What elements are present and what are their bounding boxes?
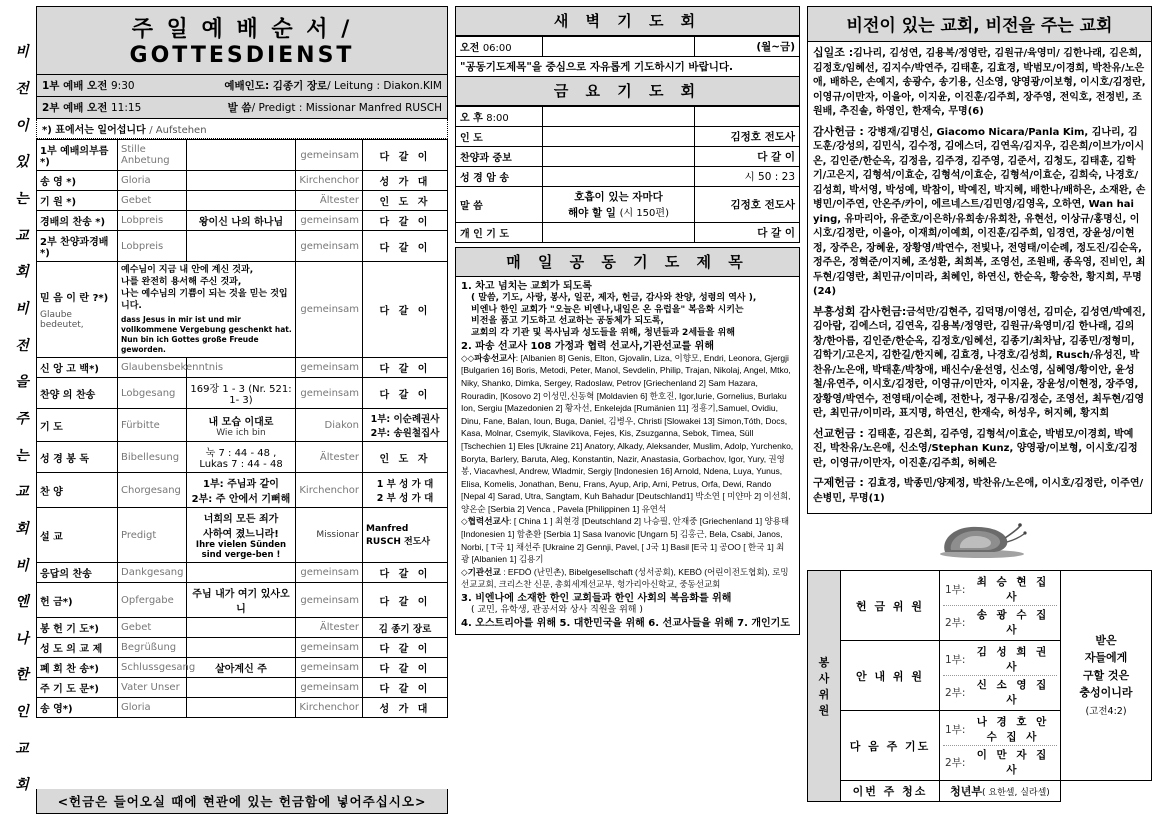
order-item-detail bbox=[187, 171, 296, 191]
order-item-name: 찬 양 bbox=[37, 473, 118, 508]
order-item-name: 성 도 의 교 제 bbox=[37, 638, 118, 658]
order-item-german: Gebet bbox=[118, 618, 187, 638]
duty-row bbox=[808, 571, 1152, 641]
worship-order-row bbox=[37, 678, 448, 698]
vertical-slogan-char: 한 bbox=[15, 667, 29, 684]
order-item-role: gemeinsam bbox=[296, 378, 363, 409]
dawn-mid-cell bbox=[543, 37, 695, 57]
order-item-name: 1부 예배의부름*) bbox=[37, 140, 118, 171]
friday-item-label: 성 경 암 송 bbox=[456, 167, 543, 187]
order-item-german: Lobpreis bbox=[118, 231, 187, 262]
vertical-slogan-char: 는 bbox=[15, 447, 29, 464]
vertical-slogan-char: 회 bbox=[15, 520, 29, 537]
worship-order-row bbox=[37, 473, 448, 508]
duty-role-name: 헌 금 위 원 bbox=[841, 571, 940, 641]
order-item-role: Ältester bbox=[296, 442, 363, 473]
duty-assignees: 1부: 최 승 현 집 사 2부: 송 광 수 집 사 bbox=[940, 571, 1061, 641]
order-item-detail: 너희의 모든 죄가 사하여 졌느니라! Ihre vielen Sünden sind verge-ben ! bbox=[187, 508, 296, 563]
order-item-detail bbox=[187, 618, 296, 638]
prayer-item-3-sub: ( 교민, 유학생, 관공서와 상사 직원을 위해 ) bbox=[471, 605, 643, 616]
order-item-role: gemeinsam bbox=[296, 658, 363, 678]
order-item-german: Lobgesang bbox=[118, 378, 187, 409]
duty-row bbox=[808, 781, 1152, 802]
offering-lists bbox=[807, 42, 1152, 514]
worship-order-row bbox=[37, 409, 448, 442]
prayer-line: 비엔나 한인 교회가 "오늘은 비엔나,내일은 온 유럽을" 복음화 시키는 bbox=[471, 304, 744, 315]
service-1-label: 1부 예배 오전 9:30 bbox=[42, 80, 135, 92]
order-item-name: 헌 금*) bbox=[37, 583, 118, 618]
prayer-item-3-head: 3. 비엔나에 소재한 한인 교회들과 한인 사회의 복음화를 위해 bbox=[461, 593, 732, 605]
order-item-detail: 169장 1 - 3 (Nr. 521: 1- 3) bbox=[187, 378, 296, 409]
friday-prayer-table bbox=[455, 106, 800, 243]
worship-order-row bbox=[37, 698, 448, 718]
order-item-name: 봉 헌 기 도*) bbox=[37, 618, 118, 638]
daily-prayer-body bbox=[455, 277, 800, 635]
middle-column bbox=[448, 6, 807, 814]
friday-item-detail bbox=[543, 167, 695, 187]
order-item-detail: 주님 내가 여기 있사오니 bbox=[187, 583, 296, 618]
order-item-detail: 내 모습 이대로 Wie ich bin bbox=[187, 409, 296, 442]
order-item-german: Chorgesang bbox=[118, 473, 187, 508]
vertical-slogan-char: 교 bbox=[15, 484, 29, 501]
order-item-detail bbox=[187, 191, 296, 211]
order-item-name: 기 원 *) bbox=[37, 191, 118, 211]
vertical-slogan-char: 회 bbox=[15, 777, 29, 794]
friday-item-detail: 호흡이 있는 자마다 해야 할 일 (시 150편) bbox=[543, 187, 695, 223]
duty-roster-table bbox=[807, 570, 1152, 802]
worship-order-row bbox=[37, 171, 448, 191]
friday-item-label: 개 인 기 도 bbox=[456, 223, 543, 243]
worship-order-row bbox=[37, 583, 448, 618]
prayer-line: 교회의 각 기관 및 목사님과 성도들을 위해, 청년들과 2세들을 위해 bbox=[471, 328, 735, 339]
cooperating-missionaries: ◇협력선교사: [ China 1 ] 최현경 [Deutschland 2] 나승필, 안재중 [Griechenland 1] 양용태 [Indonesien 1] 함춘환 [Serbia 1] Sasa Ivanovic [Ungarn 5] 김홍근, Bela, Csabi, Janos, Norbi, [ T국 1] 채선주 [Ukraine 2] Gennji, Pavel, [ J국 1] Basil [E국 1] 공OO [ 한국 1] 최 광 [Albanien 1] 김용기 bbox=[461, 516, 790, 565]
order-item-participant: 다 갈 이 bbox=[363, 583, 448, 618]
order-item-role: gemeinsam bbox=[296, 678, 363, 698]
duty-role-name: 안 내 위 원 bbox=[841, 641, 940, 711]
organization-missions: ◇기관선교 : EFDÖ (난민촌), Bibelgesellschaft (성서공회), KEBÖ (어린이전도협회), 로밍선교교회, 크리스찬 신문, 총회세계선교부, 헝가리아신학교, 중동선교회 bbox=[461, 566, 789, 590]
order-item-german: Vater Unser bbox=[118, 678, 187, 698]
order-item-participant: 다 갈 이 bbox=[363, 638, 448, 658]
order-item-detail bbox=[187, 638, 296, 658]
vertical-slogan-char: 엔 bbox=[15, 594, 29, 611]
duty-role-name: 다 음 주 기도 bbox=[841, 711, 940, 781]
vertical-slogan-char: 는 bbox=[15, 190, 29, 207]
vertical-slogan-char: 전 bbox=[15, 80, 29, 97]
order-item-role: gemeinsam bbox=[296, 583, 363, 618]
worship-order-row bbox=[37, 358, 448, 378]
worship-order-row bbox=[37, 618, 448, 638]
order-item-german: Begrüßung bbox=[118, 638, 187, 658]
order-item-name: 송 영 *) bbox=[37, 171, 118, 191]
order-item-participant: 다 갈 이 bbox=[363, 658, 448, 678]
sent-missionaries: ◇◇파송선교사: [Albanien 8] Genis, Elton, Gjovalin, Liza, 이향모, Endri, Leonora, Gjergji [Bulgarien 16] Boris, Metodi, Peter, Manol, Sevdelin, Philip, Trajan, Nikolaj, Angel, Mtko, Niky, Shanko, Dimka, Sergey, Radoslaw, Petrov [Griechenland 2] Sam Hazara, Rouradin, [Kosovo 2] 이성민,신동혁 [Moldavien 6] 한호진, Igor,Iurie, Gornelius, Burlaku Ion, Sergiu [Mazedonien 2] 황자선, Enkelejda [Rumänien 11] 정흥기,Samuel, Ovidiu, Dinu, Fane, Balan, Ioun, Buga, Daniel, 김병우, Christi [Slowakei 13] Simon,Tóth, Docs, Kasa, Molnar, Csemyik, Slavikova, Fejes, Kis, Zsuzganna, Sebok, Timea, Süll [Tschechien 1] Eles [Ukraine 21] Anatory, Alkady, Aleksander, Muslim, Adolp, Yurchenko, Boryta, Barlery, Baruta, Aleg, Konstantin, Nazir, Anastasia, Gorbachov, Igor, Yury, 권영봉, Viacavhesl, Andrew, Wladmir, Sergiy [Indonesien 16] Arnold, Ndena, Luya, Yunus, Elisa, Komelis, Jonathan, Benu, Frans, Ayup, Arip, Arni, Petrus, Orfa, Dewi, Rando [Nepal 4] Sarad, Utra, Sangtam, Kuh Bahadur [Deutschland1] 박소연 [ 미얀마 2] 이선희, 양온순 [Serbia 2] Venca , Pavela [Philippinen 1] 유연석 bbox=[461, 352, 794, 514]
order-item-role: Kirchenchor bbox=[296, 473, 363, 508]
friday-item-detail bbox=[543, 127, 695, 147]
duty-assignee: 청년부( 요한셀, 실라셀) bbox=[940, 781, 1061, 802]
order-item-detail bbox=[187, 140, 296, 171]
vertical-slogan-char: 인 bbox=[15, 704, 29, 721]
order-item-german: Gloria bbox=[118, 171, 187, 191]
order-item-role: Kirchenchor bbox=[296, 698, 363, 718]
prayer-item-1-lines bbox=[461, 293, 794, 340]
vertical-slogan-char: 회 bbox=[15, 264, 29, 281]
order-item-name: 찬양 의 찬송 bbox=[37, 378, 118, 409]
duty-vertical-label: 봉 사 위 원 bbox=[808, 571, 841, 802]
worship-order-row bbox=[37, 638, 448, 658]
worship-order-row bbox=[37, 442, 448, 473]
order-item-participant: 1 부 성 가 대 2 부 성 가 대 bbox=[363, 473, 448, 508]
order-item-participant: 인 도 자 bbox=[363, 442, 448, 473]
order-item-name: 기 도 bbox=[37, 409, 118, 442]
order-item-role: gemeinsam bbox=[296, 262, 363, 358]
service-1-leader-de: / Leitung : Diakon.KIM bbox=[327, 80, 442, 92]
vertical-slogan-char: 비 bbox=[15, 557, 29, 574]
friday-item-label: 인 도 bbox=[456, 127, 543, 147]
worship-order-row bbox=[37, 378, 448, 409]
order-item-german: Glaubensbekenntnis bbox=[118, 358, 187, 378]
order-item-german: Lobpreis bbox=[118, 211, 187, 231]
friday-prayer-row bbox=[456, 147, 800, 167]
friday-item-person bbox=[695, 107, 800, 127]
offering-group: 선교헌금 : 김태훈, 김은희, 김주영, 김형석/이효순, 박범모/이경희, 박예진, 박찬유/노은애, 신소영/Stephan Kunz, 양영광/이보형, 이시호/김정란, 이영규/이만자, 이진훈/김주희, 허혜은 bbox=[813, 426, 1138, 469]
offering-group-names: 김효경, 박종민/양제정, 박찬유/노은애, 이시호/김정란, 이주연/손병민, 무명(1) bbox=[813, 478, 1144, 504]
order-item-participant: 다 갈 이 bbox=[363, 262, 448, 358]
daily-prayer-title: 매 일 공 동 기 도 제 목 bbox=[455, 247, 800, 277]
vertical-slogan-char: 비 bbox=[15, 44, 29, 61]
order-item-german: Bibellesung bbox=[118, 442, 187, 473]
order-item-role: gemeinsam bbox=[296, 563, 363, 583]
vertical-slogan-char: 전 bbox=[15, 337, 29, 354]
right-column bbox=[807, 6, 1152, 814]
friday-item-detail bbox=[543, 223, 695, 243]
worship-order-row bbox=[37, 262, 448, 358]
dawn-prayer-table bbox=[455, 36, 800, 77]
friday-item-person: 다 갈 이 bbox=[695, 223, 800, 243]
friday-item-person: 김정호 전도사 bbox=[695, 187, 800, 223]
offering-group: 감사헌금 : 강병재/김명신, Giacomo Nicara/Panla Kim, 김나리, 김도훈/강성의, 김민식, 김수정, 김에스더, 김연옥/김지우, 김은희/이브가/이시온, 김인준/한순옥, 김정음, 김주경, 김주영, 김준서, 김청도, 김태훈, 김학기/고은지, 김형석/이효순, 김형석/이효순, 김형석/이효순, 김희숙, 나경호/김성희, 박서영, 박성예, 박참이, 박예진, 박지혜, 배한나/배하은, 소재완, 손병민/이주연, 안온주/카이, 에르네스트/김민영/김영옥, 오하연, Wan hai ying, 유마리아, 유준호/이은하/유희송/유희찬, 유현선, 이상규/홍명신, 이시호/김정란, 이을아, 이재희/이예희, 이진훈/김주희, 임경연, 장윤성/이현정, 장주은, 장혜윤, 장황영/박연수, 전빛나, 전영태/이순례, 정도진/김순옥, 정주은, 정혁준/이지혜, 조성환, 최희복, 조영선, 조원배, 종옥영, 진비인, 최두현/김영란, 최민규/이미라, 최혜인, 하연신, 한순옥, 황승찬, 황지희, 무명(24) bbox=[813, 124, 1146, 297]
offering-group-label: 감사헌금 bbox=[813, 124, 856, 138]
duty-assignees: 1부: 나 경 호 안 수 집 사 2부: 이 만 자 집 사 bbox=[940, 711, 1061, 781]
order-item-name: 송 영*) bbox=[37, 698, 118, 718]
vertical-slogan-char: 있 bbox=[15, 154, 29, 171]
service-2-line bbox=[36, 97, 448, 119]
dawn-time-label: 오전 06:00 bbox=[456, 37, 543, 57]
order-item-participant: 다 갈 이 bbox=[363, 358, 448, 378]
order-item-role: gemeinsam bbox=[296, 638, 363, 658]
friday-prayer-row bbox=[456, 187, 800, 223]
order-item-detail: 왕이신 나의 하나님 bbox=[187, 211, 296, 231]
vertical-slogan-char: 교 bbox=[15, 740, 29, 757]
worship-order-row bbox=[37, 508, 448, 563]
prayer-item-2-head: 2. 파송 선교사 108 가정과 협력 선교사,기관선교를 위해 bbox=[461, 340, 714, 352]
order-item-participant: Manfred RUSCH 전도사 bbox=[363, 508, 448, 563]
vertical-slogan-char: 비 bbox=[15, 300, 29, 317]
vertical-slogan-bar bbox=[8, 6, 36, 814]
friday-item-person: 다 갈 이 bbox=[695, 147, 800, 167]
dawn-prayer-title: 새 벽 기 도 회 bbox=[455, 6, 800, 36]
friday-item-label: 오 후 8:00 bbox=[456, 107, 543, 127]
duty-verse: 받은 자들에게 구할 것은 충성이니라 (고전4:2) bbox=[1061, 571, 1152, 781]
order-item-german: Gebet bbox=[118, 191, 187, 211]
order-item-role: gemeinsam bbox=[296, 358, 363, 378]
order-item-participant: 인 도 자 bbox=[363, 191, 448, 211]
prayer-line: 비전을 품고 기도하고 선교하는 공동체가 되도록, bbox=[471, 316, 664, 327]
order-item-german: Stille Anbetung bbox=[118, 140, 187, 171]
order-item-name: 폐 회 찬 송*) bbox=[37, 658, 118, 678]
friday-prayer-row bbox=[456, 167, 800, 187]
order-item-role: Kirchenchor bbox=[296, 171, 363, 191]
order-item-name: 성 경 봉 독 bbox=[37, 442, 118, 473]
order-item-role: Diakon bbox=[296, 409, 363, 442]
order-item-detail: 눅 7 : 44 - 48 , Lukas 7 : 44 - 48 bbox=[187, 442, 296, 473]
order-item-role: gemeinsam bbox=[296, 140, 363, 171]
dawn-note: "공동기도제목"을 중심으로 자유롭게 기도하시기 바랍니다. bbox=[456, 57, 800, 77]
order-item-participant: 다 갈 이 bbox=[363, 231, 448, 262]
order-item-german: Gloria bbox=[118, 698, 187, 718]
order-item-participant: 성 가 대 bbox=[363, 171, 448, 191]
offering-group: 구제헌금 : 김효경, 박종민/양제정, 박찬유/노은애, 이시호/김정란, 이주연/손병민, 무명(1) bbox=[813, 476, 1144, 504]
order-item-detail: 1부: 주님과 같이 2부: 주 안에서 기뻐해 bbox=[187, 473, 296, 508]
worship-order-row bbox=[37, 211, 448, 231]
friday-prayer-row bbox=[456, 107, 800, 127]
vision-header: 비전이 있는 교회, 비전을 주는 교회 bbox=[807, 6, 1152, 42]
prayer-line: ( 말씀, 기도, 사랑, 봉사, 일꾼, 제자, 헌금, 감사와 찬양, 성령의 역사 ), bbox=[471, 293, 757, 303]
order-item-participant: 다 갈 이 bbox=[363, 140, 448, 171]
friday-prayer-title: 금 요 기 도 회 bbox=[455, 77, 800, 106]
order-item-participant: 다 갈 이 bbox=[363, 563, 448, 583]
vertical-slogan-char: 나 bbox=[15, 630, 29, 647]
service-2-preacher-ko: 발 씀 bbox=[227, 102, 252, 114]
order-item-name: 설 교 bbox=[37, 508, 118, 563]
offering-group-names: 김태훈, 김은희, 김주영, 김형석/이효순, 박범모/이경희, 박예진, 박찬유/노은애, 신소영/Stephan Kunz, 양영광/이보형, 이시호/김정란, 이영규/이만자, 이진훈/김주희, 허혜은 bbox=[813, 428, 1138, 469]
service-1-leader-ko: 예배인도: 김종기 장로 bbox=[224, 80, 328, 92]
service-2-preacher-de: / Predigt : Missionar Manfred RUSCH bbox=[251, 102, 442, 114]
worship-order-row bbox=[37, 140, 448, 171]
offering-group-names: 강병재/김명신, Giacomo Nicara/Panla Kim, 김나리, 김도훈/강성의, 김민식, 김수정, 김에스더, 김연옥/김지우, 김은희/이브가/이시온, 김인준/한순옥, 김정음, 김주경, 김주영, 김준서, 김청도, 김태훈, 김학기/고은지, 김형석/이효순, 김형석/이효순, 김형석/이효순, 김희숙, 나경호/김성희, 박서영, 박성예, 박참이, 박예진, 박지혜, 배한나/배하은, 소재완, 손병민/이주연, 안온주/카이, 에르네스트/김민영/김영옥, 오하연, Wan hai ying, 유마리아, 유준호/이은하/유희송/유희찬, 유현선, 이상규/홍명신, 이시호/김정란, 이을아, 이재희/이예희, 이진훈/김주희, 임경연, 장윤성/이현정, 장주은, 장혜윤, 장황영/박연수, 전빛나, 전영태/이순례, 정도진/김순옥, 정주은, 정혁준/이지혜, 조성환, 최희복, 조영선, 조원배, 종옥영, 진비인, 최두현/김영란, 최민규/이미라, 최혜인, 하연신, 한순옥, 황승찬, 황지희, 무명(24) bbox=[813, 126, 1146, 297]
order-item-german: Fürbitte bbox=[118, 409, 187, 442]
order-item-role: Missionar bbox=[296, 508, 363, 563]
friday-item-person: 김정호 전도사 bbox=[695, 127, 800, 147]
dawn-days: (월~금) bbox=[695, 37, 800, 57]
service-1-line bbox=[36, 75, 448, 97]
left-column bbox=[8, 6, 448, 814]
prayer-item-4: 4. 오스트리아를 위해 5. 대한민국을 위해 6. 선교사들을 위해 7. 개인기도 bbox=[461, 617, 791, 629]
order-item-detail: 살아계신 주 bbox=[187, 658, 296, 678]
order-item-detail bbox=[187, 563, 296, 583]
order-item-name: 믿 음 이 란 ?*) Glaube bedeutet, bbox=[37, 262, 118, 358]
order-item-participant: 김 종기 장로 bbox=[363, 618, 448, 638]
friday-item-label: 말 씀 bbox=[456, 187, 543, 223]
order-item-role: gemeinsam bbox=[296, 211, 363, 231]
worship-order-table bbox=[36, 139, 448, 718]
order-item-german: Opfergabe bbox=[118, 583, 187, 618]
prayer-item-1-head: 1. 차고 넘치는 교회가 되도록 bbox=[461, 281, 592, 292]
order-item-german: Predigt bbox=[118, 508, 187, 563]
order-item-name: 응답의 찬송 bbox=[37, 563, 118, 583]
order-item-name: 신 앙 고 백*) bbox=[37, 358, 118, 378]
order-item-detail bbox=[187, 231, 296, 262]
offering-group-label: 부흥성회 감사헌금 bbox=[813, 304, 902, 318]
creed-text: 예수님이 지금 내 안에 계신 것과, 나를 완전히 용서해 주신 것과, 나는 예수님의 기쁨이 되는 것을 믿는 것입니다. dass Jesus in mir ist und mir vollkommene Vergebung geschenkt hat. Nun bin ich Gottes große Freude geworden. bbox=[118, 262, 296, 358]
order-item-name: 주 기 도 문*) bbox=[37, 678, 118, 698]
worship-order-row bbox=[37, 658, 448, 678]
offering-group-label: 선교헌금 bbox=[813, 426, 856, 440]
order-item-detail bbox=[187, 678, 296, 698]
order-item-role: gemeinsam bbox=[296, 231, 363, 262]
friday-prayer-row bbox=[456, 223, 800, 243]
friday-item-person: 시 50 : 23 bbox=[695, 167, 800, 187]
order-item-name: 경배의 찬송 *) bbox=[37, 211, 118, 231]
order-item-german: Schlussgesang bbox=[118, 658, 187, 678]
offering-group-names: 김나리, 김성연, 김용복/정영란, 김원규/육영미/ 김한나래, 김은희, 김정호/임혜선, 김지수/박연주, 김태훈, 김효경, 박범모/이경희, 박찬유/노은애, 배하은, 손예지, 송광수, 송기용, 신소영, 양영광/이보형, 이시호/김정란, 이영규/이만자, 이을아, 이지윤, 이진훈/김주희, 장주영, 전익호, 전정빈, 조원배, 추진솔, 하영인, 한재숙, 무명(6) bbox=[813, 48, 1146, 117]
snail-illustration-area bbox=[807, 514, 1152, 566]
duty-assignees: 1부: 김 성 희 권 사 2부: 신 소 영 집 사 bbox=[940, 641, 1061, 711]
order-item-participant: 1부: 이순례권사 2부: 송원철집사 bbox=[363, 409, 448, 442]
offering-group-names: 금석만/김현주, 김덕명/이영선, 김미순, 김성연/박예진, 김아람, 김에스더, 김연옥, 김용복/정영란, 김원규/육영미/김 한나래, 김의창/한아름, 김인준/한순옥, 김정호/임혜선, 김종기/최차남, 김종민/정형미, 김학기/고은지, 김한길/한지혜, 김효경, 나경호/김성희, Rusch/유성진, 박찬유/노은애, 박태훈/박창애, 배신수/윤선영, 신소영, 심혜영/황이안, 윤성철/유연주, 이시호/김정란, 이영규/이만자, 이지윤, 장윤성/이현정, 장주영, 장황영/박연수, 전영태/이순례, 전한나, 정구용/김정순, 조영선, 최두현/김영란, 최민규/이미라, 표지명, 하연신, 한재숙, 허성우, 허지혜, 황지희 bbox=[813, 306, 1146, 419]
offering-group-label: 십일조 bbox=[813, 46, 845, 59]
order-item-detail bbox=[187, 698, 296, 718]
vertical-slogan-char: 을 bbox=[15, 374, 29, 391]
friday-item-detail bbox=[543, 147, 695, 167]
friday-item-detail bbox=[543, 107, 695, 127]
offering-group: 부흥성회 감사헌금:금석만/김현주, 김덕명/이영선, 김미순, 김성연/박예진, 김아람, 김에스더, 김연옥, 김용복/정영란, 김원규/육영미/김 한나래, 김의창/한아름, 김인준/한순옥, 김정호/임혜선, 김종기/최차남, 김종민/정형미, 김학기/고은지, 김한길/한지혜, 김효경, 나경호/김성희, Rusch/유성진, 박찬유/노은애, 박태훈/박창애, 배신수/윤선영, 신소영, 심혜영/황이안, 윤성철/유연주, 이시호/김정란, 이영규/이만자, 이지윤, 장윤성/이현정, 장주영, 장황영/박연수, 전영태/이순례, 전한나, 정구용/김정순, 조영선, 최두현/김영란, 최민규/이미라, 표지명, 하연신, 한재숙, 허성우, 허지혜, 황지희 bbox=[813, 304, 1146, 419]
order-item-participant: 다 갈 이 bbox=[363, 378, 448, 409]
order-item-participant: 성 가 대 bbox=[363, 698, 448, 718]
vertical-slogan-char: 교 bbox=[15, 227, 29, 244]
order-item-role: Ältester bbox=[296, 191, 363, 211]
service-2-label: 2부 예배 오전 11:15 bbox=[42, 102, 142, 114]
friday-prayer-row bbox=[456, 127, 800, 147]
worship-order-row bbox=[37, 563, 448, 583]
snail-icon bbox=[927, 516, 1037, 562]
order-item-role: Ältester bbox=[296, 618, 363, 638]
order-item-participant: 다 갈 이 bbox=[363, 678, 448, 698]
offering-footer-note: <헌금은 들어오실 때에 현관에 있는 헌금함에 넣어주십시오> bbox=[36, 789, 448, 814]
worship-order-row bbox=[37, 191, 448, 211]
standing-note: *) 표에서는 일어섭니다 / Aufstehen bbox=[36, 119, 448, 139]
order-item-name: 2부 찬양과경배*) bbox=[37, 231, 118, 262]
offering-group-label: 구제헌금 bbox=[813, 476, 856, 489]
vertical-slogan-char: 이 bbox=[15, 117, 29, 134]
order-item-german: Dankgesang bbox=[118, 563, 187, 583]
offering-group: 십일조 :김나리, 김성연, 김용복/정영란, 김원규/육영미/ 김한나래, 김은희, 김정호/임혜선, 김지수/박연주, 김태훈, 김효경, 박범모/이경희, 박찬유/노은애, 배하은, 손예지, 송광수, 송기용, 신소영, 양영광/이보형, 이시호/김정란, 이영규/이만자, 이을아, 이지윤, 이진훈/김주희, 장주영, 전익호, 전정빈, 조원배, 추진솔, 하영인, 한재숙, 무명(6) bbox=[813, 46, 1146, 117]
friday-item-label: 찬양과 중보 bbox=[456, 147, 543, 167]
vertical-slogan-char: 주 bbox=[15, 410, 29, 427]
duty-role-name: 이번 주 청소 bbox=[841, 781, 940, 802]
worship-order-row bbox=[37, 231, 448, 262]
order-item-participant: 다 갈 이 bbox=[363, 211, 448, 231]
worship-order-banner: 주 일 예 배 순 서 / GOTTESDIENST bbox=[36, 6, 448, 75]
